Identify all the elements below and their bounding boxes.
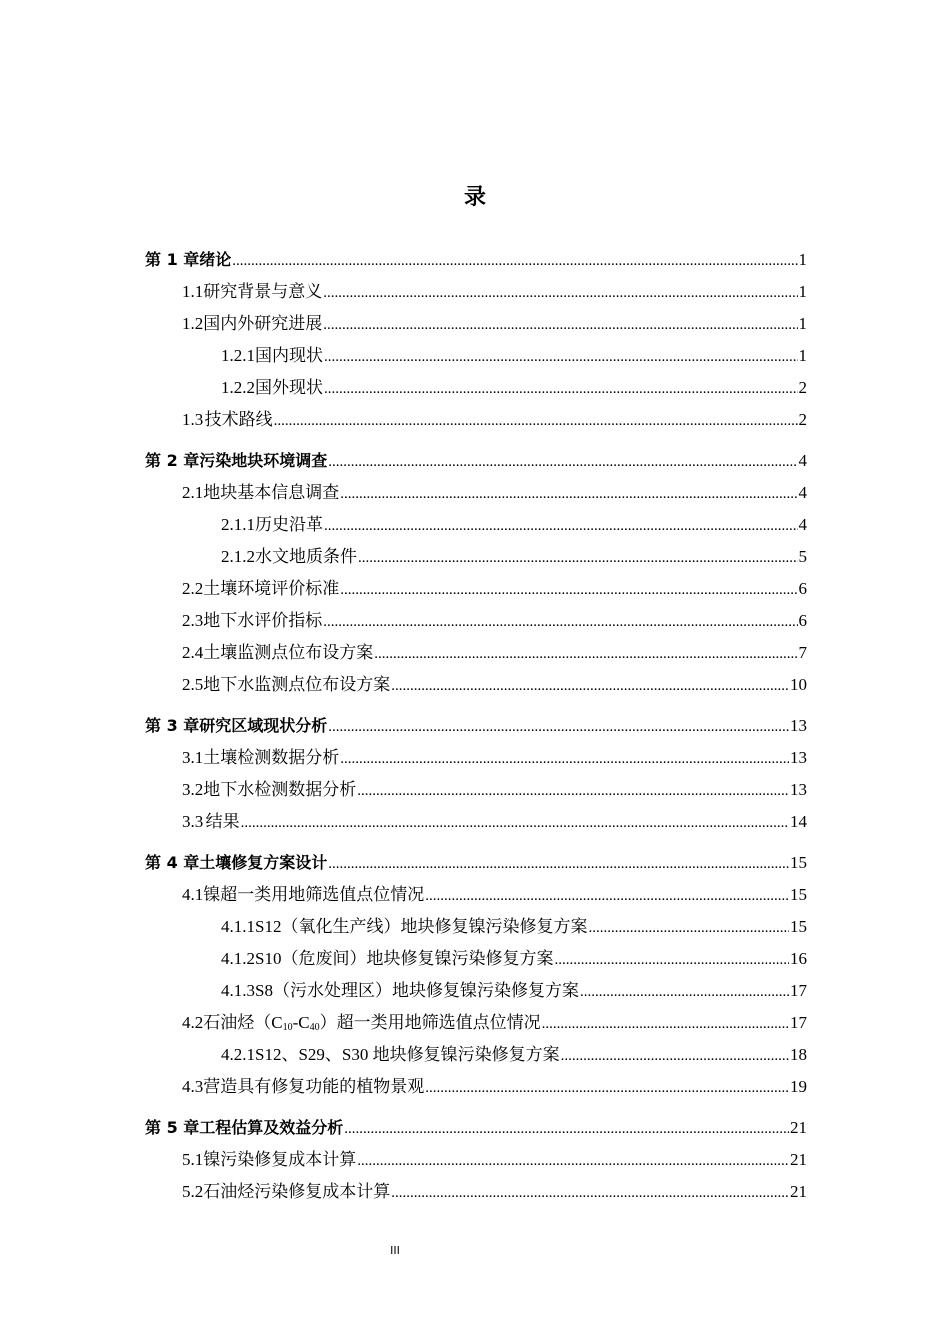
toc-entry-number: 2.1 <box>182 483 204 502</box>
toc-entry[interactable] <box>0 810 950 834</box>
toc-entry-title: 土壤环境评价标准 <box>203 579 340 598</box>
toc-entry[interactable] <box>0 376 950 400</box>
toc-leader-dots <box>391 674 789 698</box>
toc-entry-number: 3.1 <box>182 748 204 767</box>
toc-entry-title: S8（污水处理区）地块修复镍污染修复方案 <box>255 981 579 1000</box>
toc-leader-dots <box>328 715 789 739</box>
toc-leader-dots <box>561 1044 789 1068</box>
toc-leader-dots <box>340 578 797 602</box>
toc-entry-page: 14 <box>790 812 807 831</box>
toc-entry-title: 地下水检测数据分析 <box>203 780 357 799</box>
toc-leader-dots <box>357 779 789 803</box>
page-number-footer: III <box>390 1244 400 1257</box>
toc-entry-number: 3.2 <box>182 780 204 799</box>
toc-leader-dots <box>274 409 798 433</box>
toc-entry-number: 1.1 <box>182 282 204 301</box>
toc-entry[interactable] <box>0 979 950 1003</box>
toc-entry-page: 1 <box>798 314 807 333</box>
toc-entry-title: 石油烃$(C_{10}-C_{40})$超一类用地筛选值点位情况 <box>203 1013 541 1033</box>
toc-entry-page: 2 <box>798 378 807 397</box>
toc-leader-dots <box>391 1181 789 1205</box>
toc-entry[interactable] <box>0 1116 950 1140</box>
toc-entry-number: 4.3 <box>182 1077 204 1096</box>
toc-entry-page: 21 <box>790 1182 807 1201</box>
toc-entry-number: 4.2 <box>182 1013 204 1032</box>
toc-entry-number: 5.2 <box>182 1182 204 1201</box>
toc-entry-page: 21 <box>790 1118 807 1137</box>
toc-entry-number: 4.1 <box>182 885 204 904</box>
toc-leader-dots <box>357 1149 789 1173</box>
toc-entry-number: 2.1.1 <box>221 515 255 534</box>
toc-entry[interactable] <box>0 1148 950 1172</box>
toc-entry-title: 国外现状 <box>255 378 323 397</box>
toc-entry-title: S10（危废间）地块修复镍污染修复方案 <box>255 949 554 968</box>
toc-entry-number: 第 4 章 <box>145 853 200 872</box>
toc-entry[interactable] <box>0 1011 950 1035</box>
toc-entry-number: 第 5 章 <box>145 1118 200 1137</box>
toc-entry[interactable] <box>0 609 950 633</box>
toc-leader-dots <box>324 514 798 538</box>
toc-entry[interactable] <box>0 1075 950 1099</box>
toc-entry[interactable] <box>0 1043 950 1067</box>
toc-entry[interactable] <box>0 577 950 601</box>
toc-leader-dots <box>344 1117 789 1141</box>
toc-entry-number: 2.3 <box>182 611 204 630</box>
toc-entry-page: 19 <box>790 1077 807 1096</box>
toc-entry-page: 6 <box>798 611 807 630</box>
toc-entry-title: 地下水评价指标 <box>203 611 323 630</box>
toc-entry[interactable] <box>0 248 950 272</box>
toc-entry-number: 1.3 <box>182 410 204 429</box>
toc-entry-page: 15 <box>790 917 807 936</box>
toc-entry[interactable] <box>0 641 950 665</box>
toc-entry-page: 1 <box>798 282 807 301</box>
toc-entry-page: 15 <box>790 853 807 872</box>
toc-leader-dots <box>554 948 789 972</box>
toc-entry-title: 工程估算及效益分析 <box>199 1118 344 1137</box>
toc-entry-page: 18 <box>790 1045 807 1064</box>
toc-leader-dots <box>324 345 798 369</box>
toc-entry-page: 4 <box>798 451 807 470</box>
toc-entry-title: 石油烃污染修复成本计算 <box>203 1182 391 1201</box>
toc-entry-title: 镍超一类用地筛选值点位情况 <box>203 885 425 904</box>
toc-entry-number: 1.2 <box>182 314 204 333</box>
toc-entry-page: 2 <box>798 410 807 429</box>
toc-entry-title: 地块基本信息调查 <box>203 483 340 502</box>
toc-entry-title: 结果 <box>205 812 240 831</box>
toc-entry-number: 第 3 章 <box>145 716 200 735</box>
toc-entry-title: 地下水监测点位布设方案 <box>203 675 391 694</box>
toc-entry[interactable] <box>0 778 950 802</box>
toc-entry-number: 4.2.1 <box>221 1045 255 1064</box>
toc-entry[interactable] <box>0 449 950 473</box>
toc-entry-number: 2.4 <box>182 643 204 662</box>
toc-entry-title: 镍污染修复成本计算 <box>203 1150 357 1169</box>
toc-entry-number: 5.1 <box>182 1150 204 1169</box>
toc-entry[interactable] <box>0 312 950 336</box>
toc-entry-page: 13 <box>790 716 807 735</box>
toc-entry-page: 1 <box>798 346 807 365</box>
toc-entry-title: 国内现状 <box>255 346 323 365</box>
toc-entry[interactable] <box>0 851 950 875</box>
toc-entry-page: 16 <box>790 949 807 968</box>
toc-leader-dots <box>328 450 797 474</box>
toc-entry[interactable] <box>0 1180 950 1204</box>
toc-entry[interactable] <box>0 947 950 971</box>
toc-entry-page: 17 <box>790 981 807 1000</box>
toc-entry-number: 1.2.2 <box>221 378 255 397</box>
toc-leader-dots <box>324 377 798 401</box>
toc-entry-number: 2.5 <box>182 675 204 694</box>
toc-entry-page: 15 <box>790 885 807 904</box>
toc-entry-page: 21 <box>790 1150 807 1169</box>
toc-entry-title: 土壤监测点位布设方案 <box>203 643 374 662</box>
toc-entry[interactable] <box>0 280 950 304</box>
toc-leader-dots <box>323 610 797 634</box>
toc-entry[interactable] <box>0 883 950 907</box>
toc-entry-title: 营造具有修复功能的植物景观 <box>203 1077 425 1096</box>
toc-entry[interactable] <box>0 915 950 939</box>
toc-entry-number: 2.1.2 <box>221 547 255 566</box>
toc-leader-dots <box>374 642 797 666</box>
toc-entry-page: 1 <box>798 250 807 269</box>
toc-entry[interactable] <box>0 714 950 738</box>
toc-leader-dots <box>542 1012 789 1036</box>
toc-entry-number: 4.1.1 <box>221 917 255 936</box>
toc-entry-title: 绪论 <box>199 250 232 269</box>
toc-entry[interactable] <box>0 344 950 368</box>
toc-entry-number: 3.3 <box>182 812 204 831</box>
toc-entry-title: 研究背景与意义 <box>203 282 323 301</box>
toc-leader-dots <box>241 811 789 835</box>
toc-entry-title: 研究区域现状分析 <box>199 716 328 735</box>
toc-leader-dots <box>340 482 797 506</box>
toc-entry-number: 2.2 <box>182 579 204 598</box>
toc-entry[interactable] <box>0 408 950 432</box>
toc-entry-page: 6 <box>798 579 807 598</box>
toc-entry-page: 7 <box>798 643 807 662</box>
toc-entry[interactable] <box>0 746 950 770</box>
toc-leader-dots <box>323 313 797 337</box>
toc-entry-page: 13 <box>790 780 807 799</box>
toc-leader-dots <box>340 747 789 771</box>
toc-entry[interactable] <box>0 545 950 569</box>
toc-entry-page: 17 <box>790 1013 807 1032</box>
toc-entry-title: 土壤修复方案设计 <box>199 853 328 872</box>
toc-entry-title: 土壤检测数据分析 <box>203 748 340 767</box>
toc-entry-number: 第 2 章 <box>145 451 200 470</box>
toc-entry-page: 10 <box>790 675 807 694</box>
toc-entry[interactable] <box>0 513 950 537</box>
toc-entry-number: 1.2.1 <box>221 346 255 365</box>
toc-leader-dots <box>425 884 789 908</box>
toc-entry-page: 4 <box>798 515 807 534</box>
toc-entry-title: S12（氧化生产线）地块修复镍污染修复方案 <box>255 917 588 936</box>
toc-leader-dots <box>580 980 789 1004</box>
toc-entry-number: 第 1 章 <box>145 250 200 269</box>
toc-entry-title: S12、S29、S30 地块修复镍污染修复方案 <box>255 1045 560 1064</box>
toc-entry-title: 国内外研究进展 <box>203 314 323 333</box>
toc-leader-dots <box>588 916 789 940</box>
toc-leader-dots <box>328 852 789 876</box>
toc-entry-title: 水文地质条件 <box>255 547 357 566</box>
toc-entry-number: 4.1.2 <box>221 949 255 968</box>
toc-leader-dots <box>323 281 797 305</box>
toc-entry-number: 4.1.3 <box>221 981 255 1000</box>
toc-leader-dots <box>232 249 797 273</box>
toc-entry-page: 5 <box>798 547 807 566</box>
toc-leader-dots <box>358 546 798 570</box>
toc-entry-title: 污染地块环境调查 <box>199 451 328 470</box>
toc-entry-title: 历史沿革 <box>255 515 323 534</box>
toc-leader-dots <box>425 1076 789 1100</box>
toc-entry-page: 4 <box>798 483 807 502</box>
toc-entry-title: 技术路线 <box>204 410 273 429</box>
toc-entry-page: 13 <box>790 748 807 767</box>
toc-entry[interactable] <box>0 673 950 697</box>
page-title: 录 <box>463 185 486 210</box>
toc-entry[interactable] <box>0 481 950 505</box>
